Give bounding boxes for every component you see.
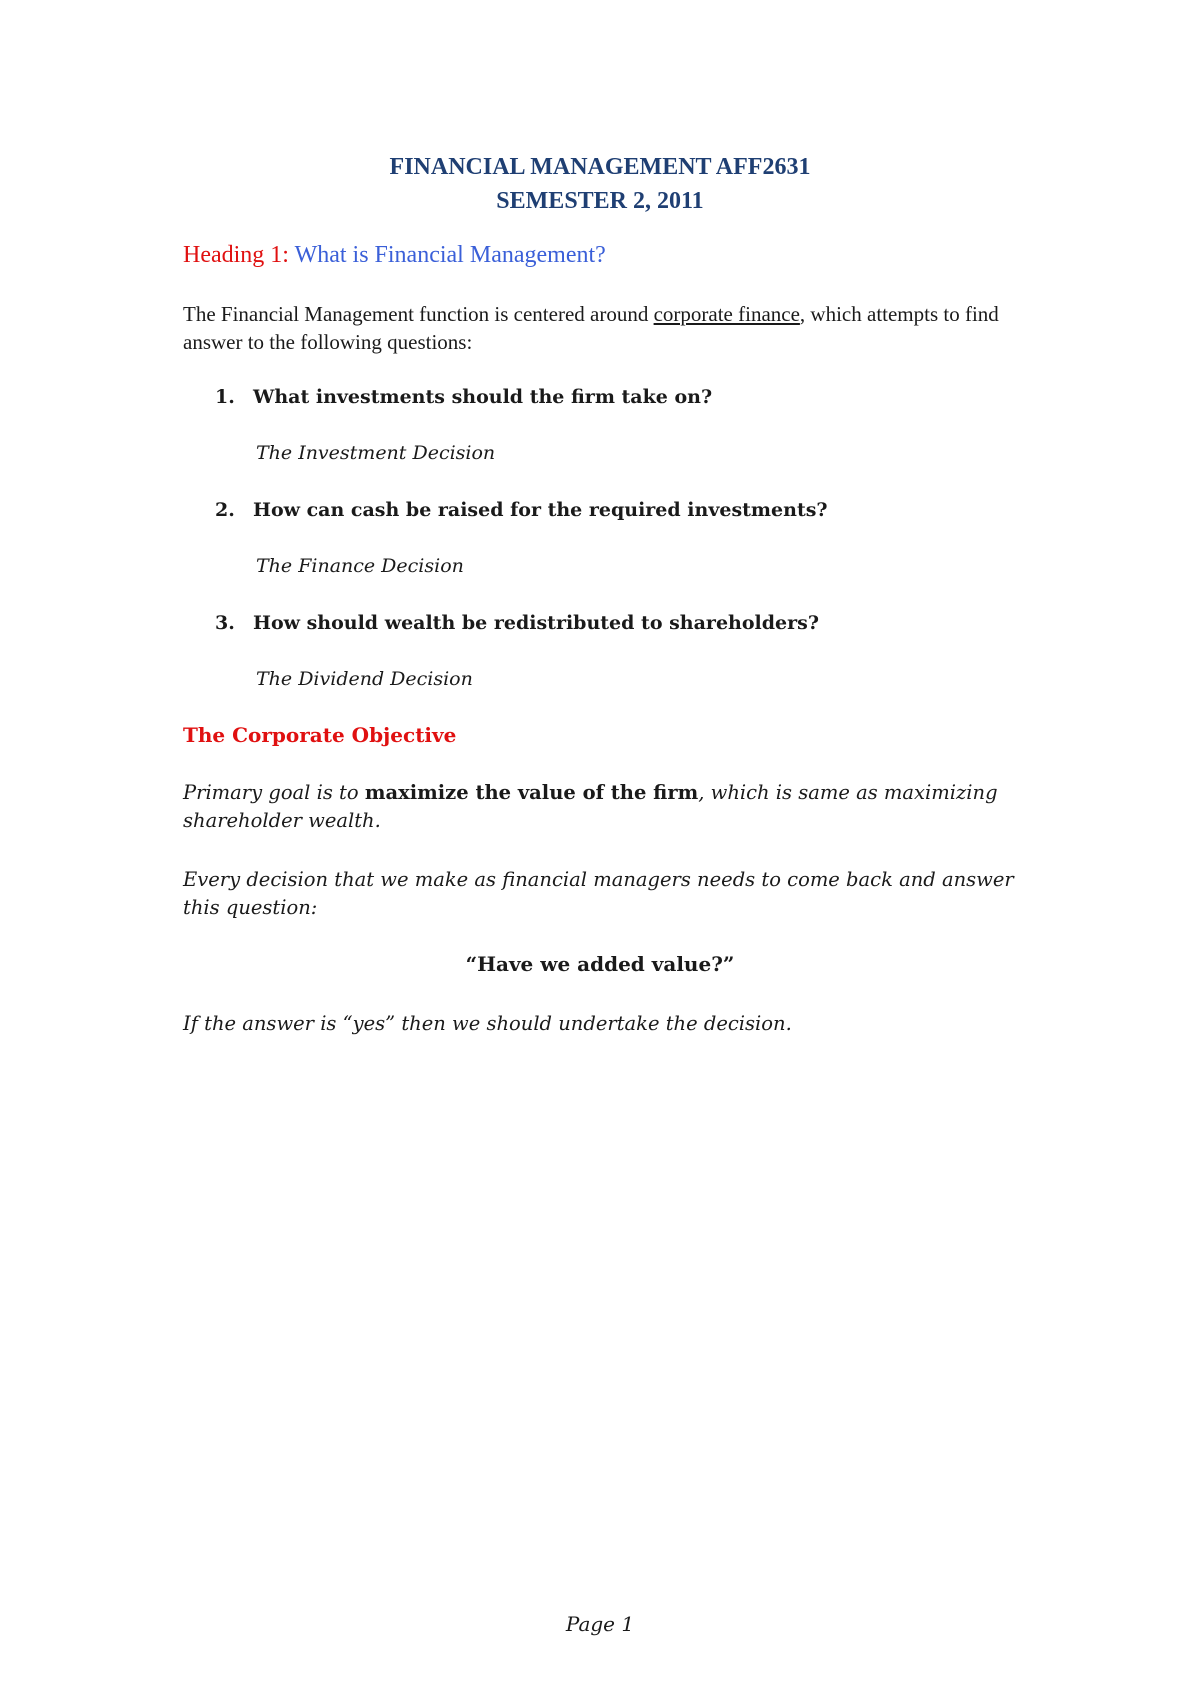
goal-emphasis: maximize the value of the firm	[364, 781, 699, 804]
question-answer: The Dividend Decision	[256, 668, 473, 690]
question-item	[215, 386, 712, 408]
question-item	[215, 612, 819, 634]
heading-1-prefix: Heading 1:	[183, 242, 289, 268]
intro-paragraph	[183, 300, 1023, 356]
title-line-course: FINANCIAL MANAGEMENT AFF2631	[389, 154, 811, 180]
question-answer: The Investment Decision	[256, 442, 496, 464]
goal-text-part1: Primary goal is to	[183, 781, 365, 804]
goal-text-part2: , which is same as maximizing shareholder wealth.	[183, 781, 998, 832]
question-number: 3.	[215, 612, 235, 634]
intro-text-part1: The Financial Management function is centered around	[183, 302, 654, 326]
page-number: Page 1	[565, 1612, 635, 1636]
intro-text-part2: , which attempts to find answer to the following questions:	[183, 302, 999, 354]
heading-1	[183, 242, 606, 269]
every-decision-paragraph: Every decision that we make as financial managers needs to come back and answer this question:	[183, 868, 1014, 919]
corporate-finance-link[interactable]: corporate finance	[653, 302, 800, 326]
document-title	[0, 150, 1200, 218]
question-text: What investments should the firm take on?	[253, 386, 713, 408]
corporate-objective-heading: The Corporate Objective	[183, 723, 457, 747]
question-number: 1.	[215, 386, 235, 408]
added-value-quote: “Have we added value?”	[465, 952, 735, 976]
question-item	[215, 499, 828, 521]
question-number: 2.	[215, 499, 235, 521]
conclusion-paragraph: If the answer is “yes” then we should undertake the decision.	[183, 1012, 792, 1035]
primary-goal-paragraph	[183, 779, 1043, 835]
question-text: How should wealth be redistributed to shareholders?	[253, 612, 819, 634]
question-text: How can cash be raised for the required investments?	[253, 499, 828, 521]
heading-1-title: What is Financial Management?	[294, 242, 606, 268]
title-line-semester: SEMESTER 2, 2011	[496, 188, 704, 214]
question-answer: The Finance Decision	[256, 555, 464, 577]
